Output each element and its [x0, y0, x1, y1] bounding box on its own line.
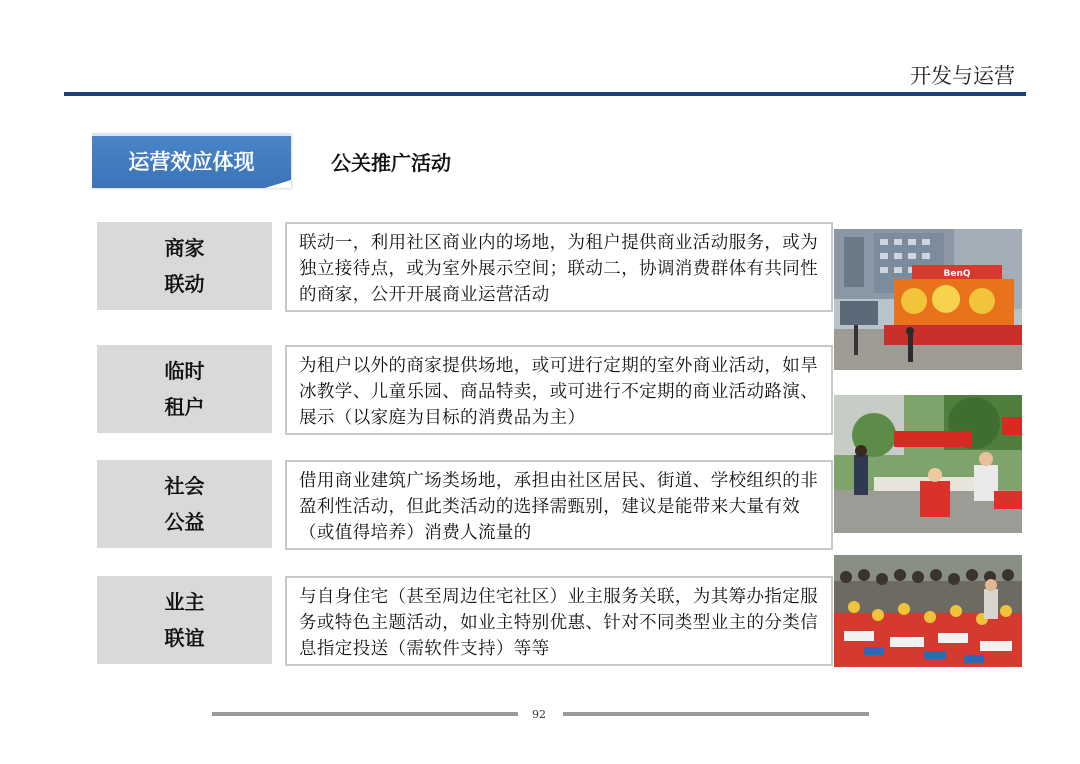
row-description-merchant-linkage: 联动一，利用社区商业内的场地，为租户提供商业活动服务，或为独立接待点，或为室外展示空间；联动二，协调消费群体有共同性的商家，公开开展商业运营活动	[285, 222, 833, 312]
row-label-line: 公益	[164, 510, 205, 534]
row-label-temporary-tenants	[97, 345, 272, 433]
row-label-line: 联谊	[164, 626, 205, 650]
row-label-line: 商家	[164, 236, 205, 260]
section-title: 公关推广活动	[331, 151, 451, 175]
header-title: 开发与运营	[910, 64, 1015, 88]
section-badge	[92, 133, 291, 188]
footer-rule-right	[563, 712, 869, 716]
badge-highlight	[92, 133, 291, 136]
row-label-line: 业主	[164, 590, 205, 614]
row-label-line: 联动	[164, 272, 205, 296]
row-description-owner-fellowship: 与自身住宅（甚至周边住宅社区）业主服务关联，为其筹办指定服务或特色主题活动，如业主特别优惠、针对不同类型业主的分类信息指定投送（需软件支持）等等	[285, 576, 833, 666]
row-label-line: 社会	[164, 474, 205, 498]
row-description-public-welfare: 借用商业建筑广场类场地，承担由社区居民、街道、学校组织的非盈利性活动，但此类活动的选择需甄别，建议是能带来大量有效（或值得培养）消费人流量的	[285, 460, 833, 550]
row-label-merchant-linkage	[97, 222, 272, 310]
photo-temporary-stall	[834, 395, 1022, 533]
section-badge-label: 运营效应体现	[128, 149, 255, 174]
header-divider	[64, 92, 1026, 96]
badge-corner-fold	[265, 180, 291, 188]
row-label-owner-fellowship	[97, 576, 272, 664]
booth-brand-label: BenQ	[943, 269, 971, 279]
footer-rule-left	[212, 712, 518, 716]
photo-merchant-booth	[834, 229, 1022, 370]
row-label-line: 租户	[164, 395, 205, 419]
row-label-line: 临时	[164, 359, 205, 383]
photo-owner-fellowship	[834, 555, 1022, 667]
row-description-temporary-tenants: 为租户以外的商家提供场地，或可进行定期的室外商业活动，如旱冰教学、儿童乐园、商品特卖，或可进行不定期的商业活动路演、展示（以家庭为目标的消费品为主）	[285, 345, 833, 435]
page-number: 92	[532, 708, 546, 721]
row-label-public-welfare	[97, 460, 272, 548]
